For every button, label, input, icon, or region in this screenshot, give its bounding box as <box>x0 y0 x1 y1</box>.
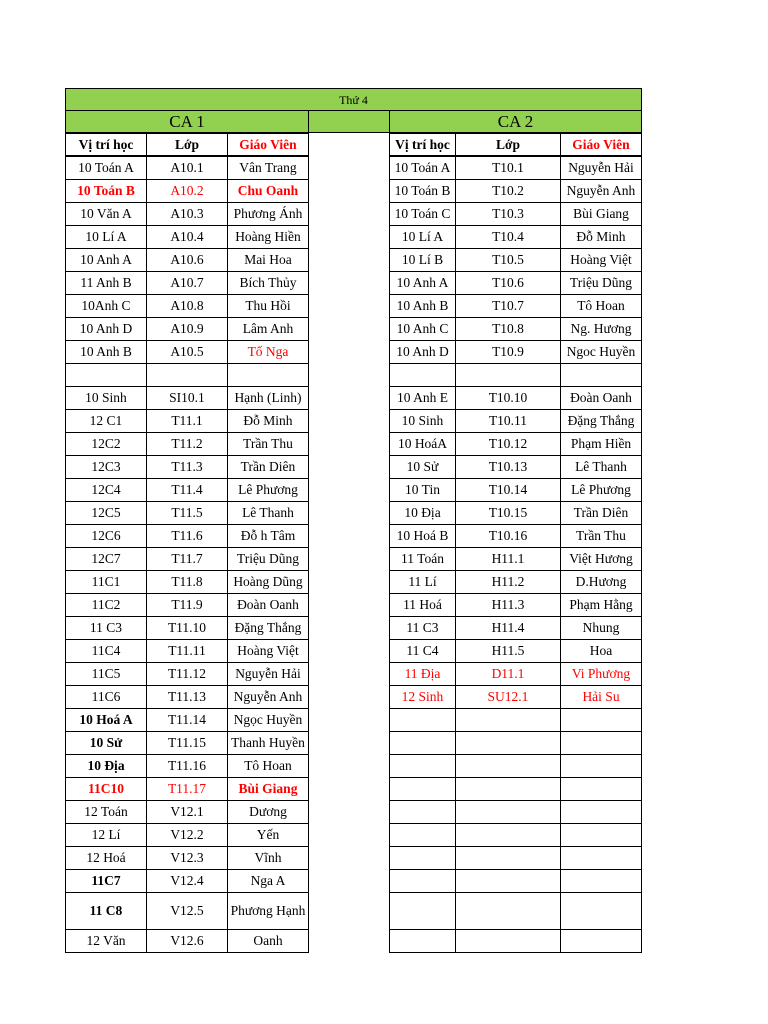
table-row <box>65 478 642 502</box>
table-row <box>65 294 642 318</box>
ca1-location-cell: 12C7 <box>65 547 147 571</box>
table-row <box>65 547 642 571</box>
ca1-class-cell: A10.3 <box>146 202 228 226</box>
ca1-location-cell: 11C1 <box>65 570 147 594</box>
ca2-location-cell: 10 Lí B <box>389 248 456 272</box>
ca2-teacher-cell: Triệu Dũng <box>560 271 642 295</box>
ca1-class-cell: T11.5 <box>146 501 228 525</box>
ca1-location-cell <box>65 363 147 387</box>
ca1-teacher-cell: Yến <box>227 823 309 847</box>
table-row <box>65 317 642 341</box>
table-row <box>65 892 642 930</box>
ca2-location-cell: 10 Toán C <box>389 202 456 226</box>
ca2-location-cell: 11 Địa <box>389 662 456 686</box>
ca1-teacher-cell: Phương Ánh <box>227 202 309 226</box>
ca1-location-cell: 10 Văn A <box>65 202 147 226</box>
ca1-teacher-cell: Thu Hồi <box>227 294 309 318</box>
table-row <box>65 432 642 456</box>
ca1-teacher-cell: Tố Nga <box>227 340 309 364</box>
ca2-class-cell <box>455 363 561 387</box>
ca1-teacher-cell: Nguyễn Anh <box>227 685 309 709</box>
ca2-class-cell: T10.2 <box>455 179 561 203</box>
ca1-class-cell: T11.11 <box>146 639 228 663</box>
ca2-location-cell: 10 Hoá B <box>389 524 456 548</box>
ca1-location-cell: 10 Lí A <box>65 225 147 249</box>
ca2-class-cell: T10.11 <box>455 409 561 433</box>
ca2-location-cell <box>389 800 456 824</box>
ca2-teacher-cell: Phạm Hiền <box>560 432 642 456</box>
ca2-class-cell: T10.1 <box>455 156 561 180</box>
ca2-location-cell: 10 Toán B <box>389 179 456 203</box>
ca1-location-cell: 10 Hoá A <box>65 708 147 732</box>
table-row <box>65 777 642 801</box>
ca1-class-cell: T11.1 <box>146 409 228 433</box>
table-row <box>65 800 642 824</box>
ca1-location-cell: 10 Sinh <box>65 386 147 410</box>
ca2-class-cell: H11.2 <box>455 570 561 594</box>
ca1-teacher-cell: Bích Thủy <box>227 271 309 295</box>
ca2-class-cell: T10.8 <box>455 317 561 341</box>
ca2-class-cell: T10.9 <box>455 340 561 364</box>
ca1-location-cell: 12C6 <box>65 524 147 548</box>
ca1-class-cell: A10.6 <box>146 248 228 272</box>
ca1-location-cell: 11C10 <box>65 777 147 801</box>
ca1-location-cell: 11C7 <box>65 869 147 893</box>
ca2-location-cell: 10 Anh C <box>389 317 456 341</box>
ca2-location-cell <box>389 708 456 732</box>
ca1-class-cell: T11.9 <box>146 593 228 617</box>
ca2-teacher-cell: Bùi Giang <box>560 202 642 226</box>
ca2-teacher-cell <box>560 929 642 953</box>
ca1-location-cell: 11 C3 <box>65 616 147 640</box>
ca2-class-cell <box>455 754 561 778</box>
ca2-teacher-cell <box>560 731 642 755</box>
ca1-teacher-cell: Phương Hạnh <box>227 892 309 930</box>
ca2-teacher-cell <box>560 823 642 847</box>
ca1-class-cell: V12.3 <box>146 846 228 870</box>
ca1-location-cell: 10Anh C <box>65 294 147 318</box>
ca1-class-cell: T11.14 <box>146 708 228 732</box>
ca1-class-cell: T11.7 <box>146 547 228 571</box>
ca2-location-cell <box>389 363 456 387</box>
ca1-teacher-cell: Lâm Anh <box>227 317 309 341</box>
ca1-teacher-cell: Mai Hoa <box>227 248 309 272</box>
table-row <box>65 846 642 870</box>
ca1-class-cell: SI10.1 <box>146 386 228 410</box>
table-row <box>65 225 642 249</box>
ca1-teacher-cell: Dương <box>227 800 309 824</box>
ca2-location-cell: 11 C4 <box>389 639 456 663</box>
ca2-class-cell: SU12.1 <box>455 685 561 709</box>
ca2-teacher-cell: Trần Thu <box>560 524 642 548</box>
ca2-teacher-cell: Phạm Hằng <box>560 593 642 617</box>
ca1-class-cell: A10.1 <box>146 156 228 180</box>
ca1-location-cell: 12 Văn <box>65 929 147 953</box>
ca1-location-cell: 12 Lí <box>65 823 147 847</box>
ca1-class-cell: T11.4 <box>146 478 228 502</box>
ca2-teacher-cell: D.Hương <box>560 570 642 594</box>
table-row <box>65 179 642 203</box>
ca2-teacher-cell: Đoàn Oanh <box>560 386 642 410</box>
ca2-teacher-cell: Nguyễn Hải <box>560 156 642 180</box>
ca1-class-cell: T11.12 <box>146 662 228 686</box>
table-row <box>65 156 642 180</box>
ca1-location-cell: 10 Toán A <box>65 156 147 180</box>
ca1-location-cell: 10 Anh B <box>65 340 147 364</box>
table-row <box>65 685 642 709</box>
ca2-location-cell: 10 Lí A <box>389 225 456 249</box>
ca1-class-cell: A10.2 <box>146 179 228 203</box>
table-row <box>65 202 642 226</box>
ca2-teacher-cell <box>560 363 642 387</box>
ca2-class-cell: T10.6 <box>455 271 561 295</box>
ca2-class-cell: H11.1 <box>455 547 561 571</box>
ca1-class-cell: T11.16 <box>146 754 228 778</box>
ca1-location-cell: 11C4 <box>65 639 147 663</box>
ca1-teacher-cell: Hoàng Dũng <box>227 570 309 594</box>
table-row <box>65 524 642 548</box>
shift-header-row <box>65 110 642 133</box>
ca2-header-teacher: Giáo Viên <box>560 133 642 156</box>
ca1-teacher-cell: Trần Diên <box>227 455 309 479</box>
ca2-class-cell: H11.4 <box>455 616 561 640</box>
ca2-location-cell: 10 Anh A <box>389 271 456 295</box>
ca2-teacher-cell: Đặng Thắng <box>560 409 642 433</box>
ca2-location-cell: 10 Anh E <box>389 386 456 410</box>
ca1-location-cell: 12 C1 <box>65 409 147 433</box>
ca2-header-location: Vị trí học <box>389 133 456 156</box>
ca1-class-cell: A10.8 <box>146 294 228 318</box>
ca1-header-location: Vị trí học <box>65 133 147 156</box>
ca2-location-cell: 11 C3 <box>389 616 456 640</box>
ca2-teacher-cell: Lê Phương <box>560 478 642 502</box>
ca2-class-cell: T10.10 <box>455 386 561 410</box>
ca1-teacher-cell: Nga A <box>227 869 309 893</box>
ca1-class-cell: A10.5 <box>146 340 228 364</box>
ca2-class-cell: H11.5 <box>455 639 561 663</box>
ca1-header-teacher: Giáo Viên <box>227 133 309 156</box>
ca2-location-cell: 11 Lí <box>389 570 456 594</box>
ca1-teacher-cell: Vân Trang <box>227 156 309 180</box>
ca1-teacher-cell: Tô Hoan <box>227 754 309 778</box>
ca2-teacher-cell: Hoàng Việt <box>560 248 642 272</box>
ca1-teacher-cell: Vĩnh <box>227 846 309 870</box>
table-row <box>65 823 642 847</box>
ca1-location-cell: 12C3 <box>65 455 147 479</box>
ca2-location-cell: 12 Sinh <box>389 685 456 709</box>
ca2-teacher-cell <box>560 708 642 732</box>
table-row <box>65 409 642 433</box>
ca1-teacher-cell: Triệu Dũng <box>227 547 309 571</box>
column-header-row <box>65 133 642 156</box>
ca2-teacher-cell: Việt Hương <box>560 547 642 571</box>
ca1-teacher-cell: Nguyễn Hải <box>227 662 309 686</box>
day-title: Thứ 4 <box>65 88 642 111</box>
ca1-class-cell: V12.1 <box>146 800 228 824</box>
ca2-class-cell <box>455 892 561 930</box>
table-row <box>65 708 642 732</box>
ca2-teacher-cell <box>560 846 642 870</box>
ca1-class-cell: T11.10 <box>146 616 228 640</box>
ca1-class-cell: T11.8 <box>146 570 228 594</box>
ca1-location-cell: 12 Hoá <box>65 846 147 870</box>
ca2-teacher-cell: Đỗ Minh <box>560 225 642 249</box>
ca1-class-cell: V12.4 <box>146 869 228 893</box>
ca1-location-cell: 10 Toán B <box>65 179 147 203</box>
ca2-class-cell: T10.4 <box>455 225 561 249</box>
ca2-teacher-cell: Hải Su <box>560 685 642 709</box>
ca2-class-cell <box>455 800 561 824</box>
ca1-class-cell: T11.17 <box>146 777 228 801</box>
table-row <box>65 731 642 755</box>
ca1-class-cell: A10.7 <box>146 271 228 295</box>
ca2-class-cell: T10.14 <box>455 478 561 502</box>
table-row <box>65 616 642 640</box>
ca2-class-cell: H11.3 <box>455 593 561 617</box>
ca2-teacher-cell: Hoa <box>560 639 642 663</box>
ca2-location-cell <box>389 892 456 930</box>
ca2-location-cell: 11 Toán <box>389 547 456 571</box>
ca1-teacher-cell: Đoàn Oanh <box>227 593 309 617</box>
ca1-location-cell: 11 C8 <box>65 892 147 930</box>
table-row <box>65 593 642 617</box>
ca1-teacher-cell: Trần Thu <box>227 432 309 456</box>
ca2-class-cell <box>455 869 561 893</box>
ca2-teacher-cell: Tô Hoan <box>560 294 642 318</box>
header-gap-cell <box>308 110 390 133</box>
ca2-location-cell: 10 Sử <box>389 455 456 479</box>
ca1-title: CA 1 <box>65 110 309 133</box>
table-row <box>65 754 642 778</box>
ca1-class-cell: T11.6 <box>146 524 228 548</box>
ca1-location-cell: 11C5 <box>65 662 147 686</box>
ca2-teacher-cell <box>560 754 642 778</box>
ca2-class-cell <box>455 708 561 732</box>
ca1-teacher-cell: Hoàng Việt <box>227 639 309 663</box>
ca2-class-cell: D11.1 <box>455 662 561 686</box>
ca2-teacher-cell: Lê Thanh <box>560 455 642 479</box>
ca1-class-cell: T11.13 <box>146 685 228 709</box>
ca1-location-cell: 10 Anh D <box>65 317 147 341</box>
ca1-teacher-cell: Đỗ h Tâm <box>227 524 309 548</box>
ca2-class-cell <box>455 846 561 870</box>
ca2-teacher-cell: Trần Diên <box>560 501 642 525</box>
ca2-location-cell <box>389 846 456 870</box>
ca2-location-cell <box>389 823 456 847</box>
ca2-teacher-cell <box>560 869 642 893</box>
table-row <box>65 363 642 387</box>
ca1-location-cell: 12 Toán <box>65 800 147 824</box>
table-row <box>65 386 642 410</box>
ca1-class-cell: A10.9 <box>146 317 228 341</box>
ca2-teacher-cell <box>560 892 642 930</box>
ca1-location-cell: 12C4 <box>65 478 147 502</box>
ca2-class-cell <box>455 823 561 847</box>
ca2-teacher-cell: Ng. Hương <box>560 317 642 341</box>
ca2-teacher-cell: Nguyễn Anh <box>560 179 642 203</box>
table-row <box>65 570 642 594</box>
ca1-class-cell <box>146 363 228 387</box>
ca1-teacher-cell: Hạnh (Linh) <box>227 386 309 410</box>
table-row <box>65 340 642 364</box>
ca2-location-cell: 11 Hoá <box>389 593 456 617</box>
ca1-location-cell: 11C6 <box>65 685 147 709</box>
ca1-location-cell: 12C5 <box>65 501 147 525</box>
ca2-teacher-cell: Nhung <box>560 616 642 640</box>
ca2-location-cell: 10 Anh D <box>389 340 456 364</box>
ca2-teacher-cell: Vi Phương <box>560 662 642 686</box>
table-row <box>65 662 642 686</box>
ca2-class-cell: T10.3 <box>455 202 561 226</box>
ca2-class-cell: T10.13 <box>455 455 561 479</box>
ca1-teacher-cell: Đặng Thắng <box>227 616 309 640</box>
ca1-location-cell: 10 Anh A <box>65 248 147 272</box>
ca2-class-cell: T10.15 <box>455 501 561 525</box>
table-row <box>65 929 642 953</box>
ca1-teacher-cell: Chu Oanh <box>227 179 309 203</box>
table-row <box>65 248 642 272</box>
table-row <box>65 869 642 893</box>
ca2-location-cell <box>389 929 456 953</box>
ca1-class-cell: A10.4 <box>146 225 228 249</box>
ca1-class-cell: V12.2 <box>146 823 228 847</box>
ca1-teacher-cell: Hoàng Hiền <box>227 225 309 249</box>
ca2-class-cell: T10.16 <box>455 524 561 548</box>
ca2-location-cell: 10 Anh B <box>389 294 456 318</box>
ca1-teacher-cell: Oanh <box>227 929 309 953</box>
ca1-class-cell: T11.2 <box>146 432 228 456</box>
table-row <box>65 639 642 663</box>
ca2-location-cell: 10 Tin <box>389 478 456 502</box>
ca2-class-cell: T10.7 <box>455 294 561 318</box>
ca1-teacher-cell: Lê Phương <box>227 478 309 502</box>
ca1-teacher-cell: Bùi Giang <box>227 777 309 801</box>
ca2-location-cell <box>389 731 456 755</box>
ca1-class-cell: T11.15 <box>146 731 228 755</box>
ca2-title: CA 2 <box>389 110 642 133</box>
ca2-class-cell: T10.5 <box>455 248 561 272</box>
ca2-location-cell <box>389 754 456 778</box>
ca2-location-cell: 10 Địa <box>389 501 456 525</box>
ca2-header-class: Lớp <box>455 133 561 156</box>
ca1-location-cell: 11C2 <box>65 593 147 617</box>
ca1-location-cell: 10 Địa <box>65 754 147 778</box>
ca1-location-cell: 11 Anh B <box>65 271 147 295</box>
ca2-location-cell <box>389 777 456 801</box>
ca2-location-cell: 10 HoáA <box>389 432 456 456</box>
ca2-class-cell <box>455 777 561 801</box>
ca1-location-cell: 12C2 <box>65 432 147 456</box>
ca1-location-cell: 10 Sử <box>65 731 147 755</box>
ca2-teacher-cell <box>560 800 642 824</box>
ca2-teacher-cell <box>560 777 642 801</box>
table-row <box>65 455 642 479</box>
table-row <box>65 501 642 525</box>
ca2-location-cell <box>389 869 456 893</box>
ca2-location-cell: 10 Sinh <box>389 409 456 433</box>
ca1-teacher-cell: Ngọc Huyền <box>227 708 309 732</box>
ca1-teacher-cell: Thanh Huyền <box>227 731 309 755</box>
ca2-teacher-cell: Ngoc Huyền <box>560 340 642 364</box>
ca2-class-cell <box>455 929 561 953</box>
ca1-header-class: Lớp <box>146 133 228 156</box>
ca1-class-cell: V12.5 <box>146 892 228 930</box>
ca1-class-cell: T11.3 <box>146 455 228 479</box>
title-row <box>65 88 642 111</box>
ca2-class-cell <box>455 731 561 755</box>
ca1-teacher-cell: Lê Thanh <box>227 501 309 525</box>
table-row <box>65 271 642 295</box>
ca1-teacher-cell <box>227 363 309 387</box>
ca2-class-cell: T10.12 <box>455 432 561 456</box>
ca1-teacher-cell: Đỗ Minh <box>227 409 309 433</box>
ca2-location-cell: 10 Toán A <box>389 156 456 180</box>
ca1-class-cell: V12.6 <box>146 929 228 953</box>
